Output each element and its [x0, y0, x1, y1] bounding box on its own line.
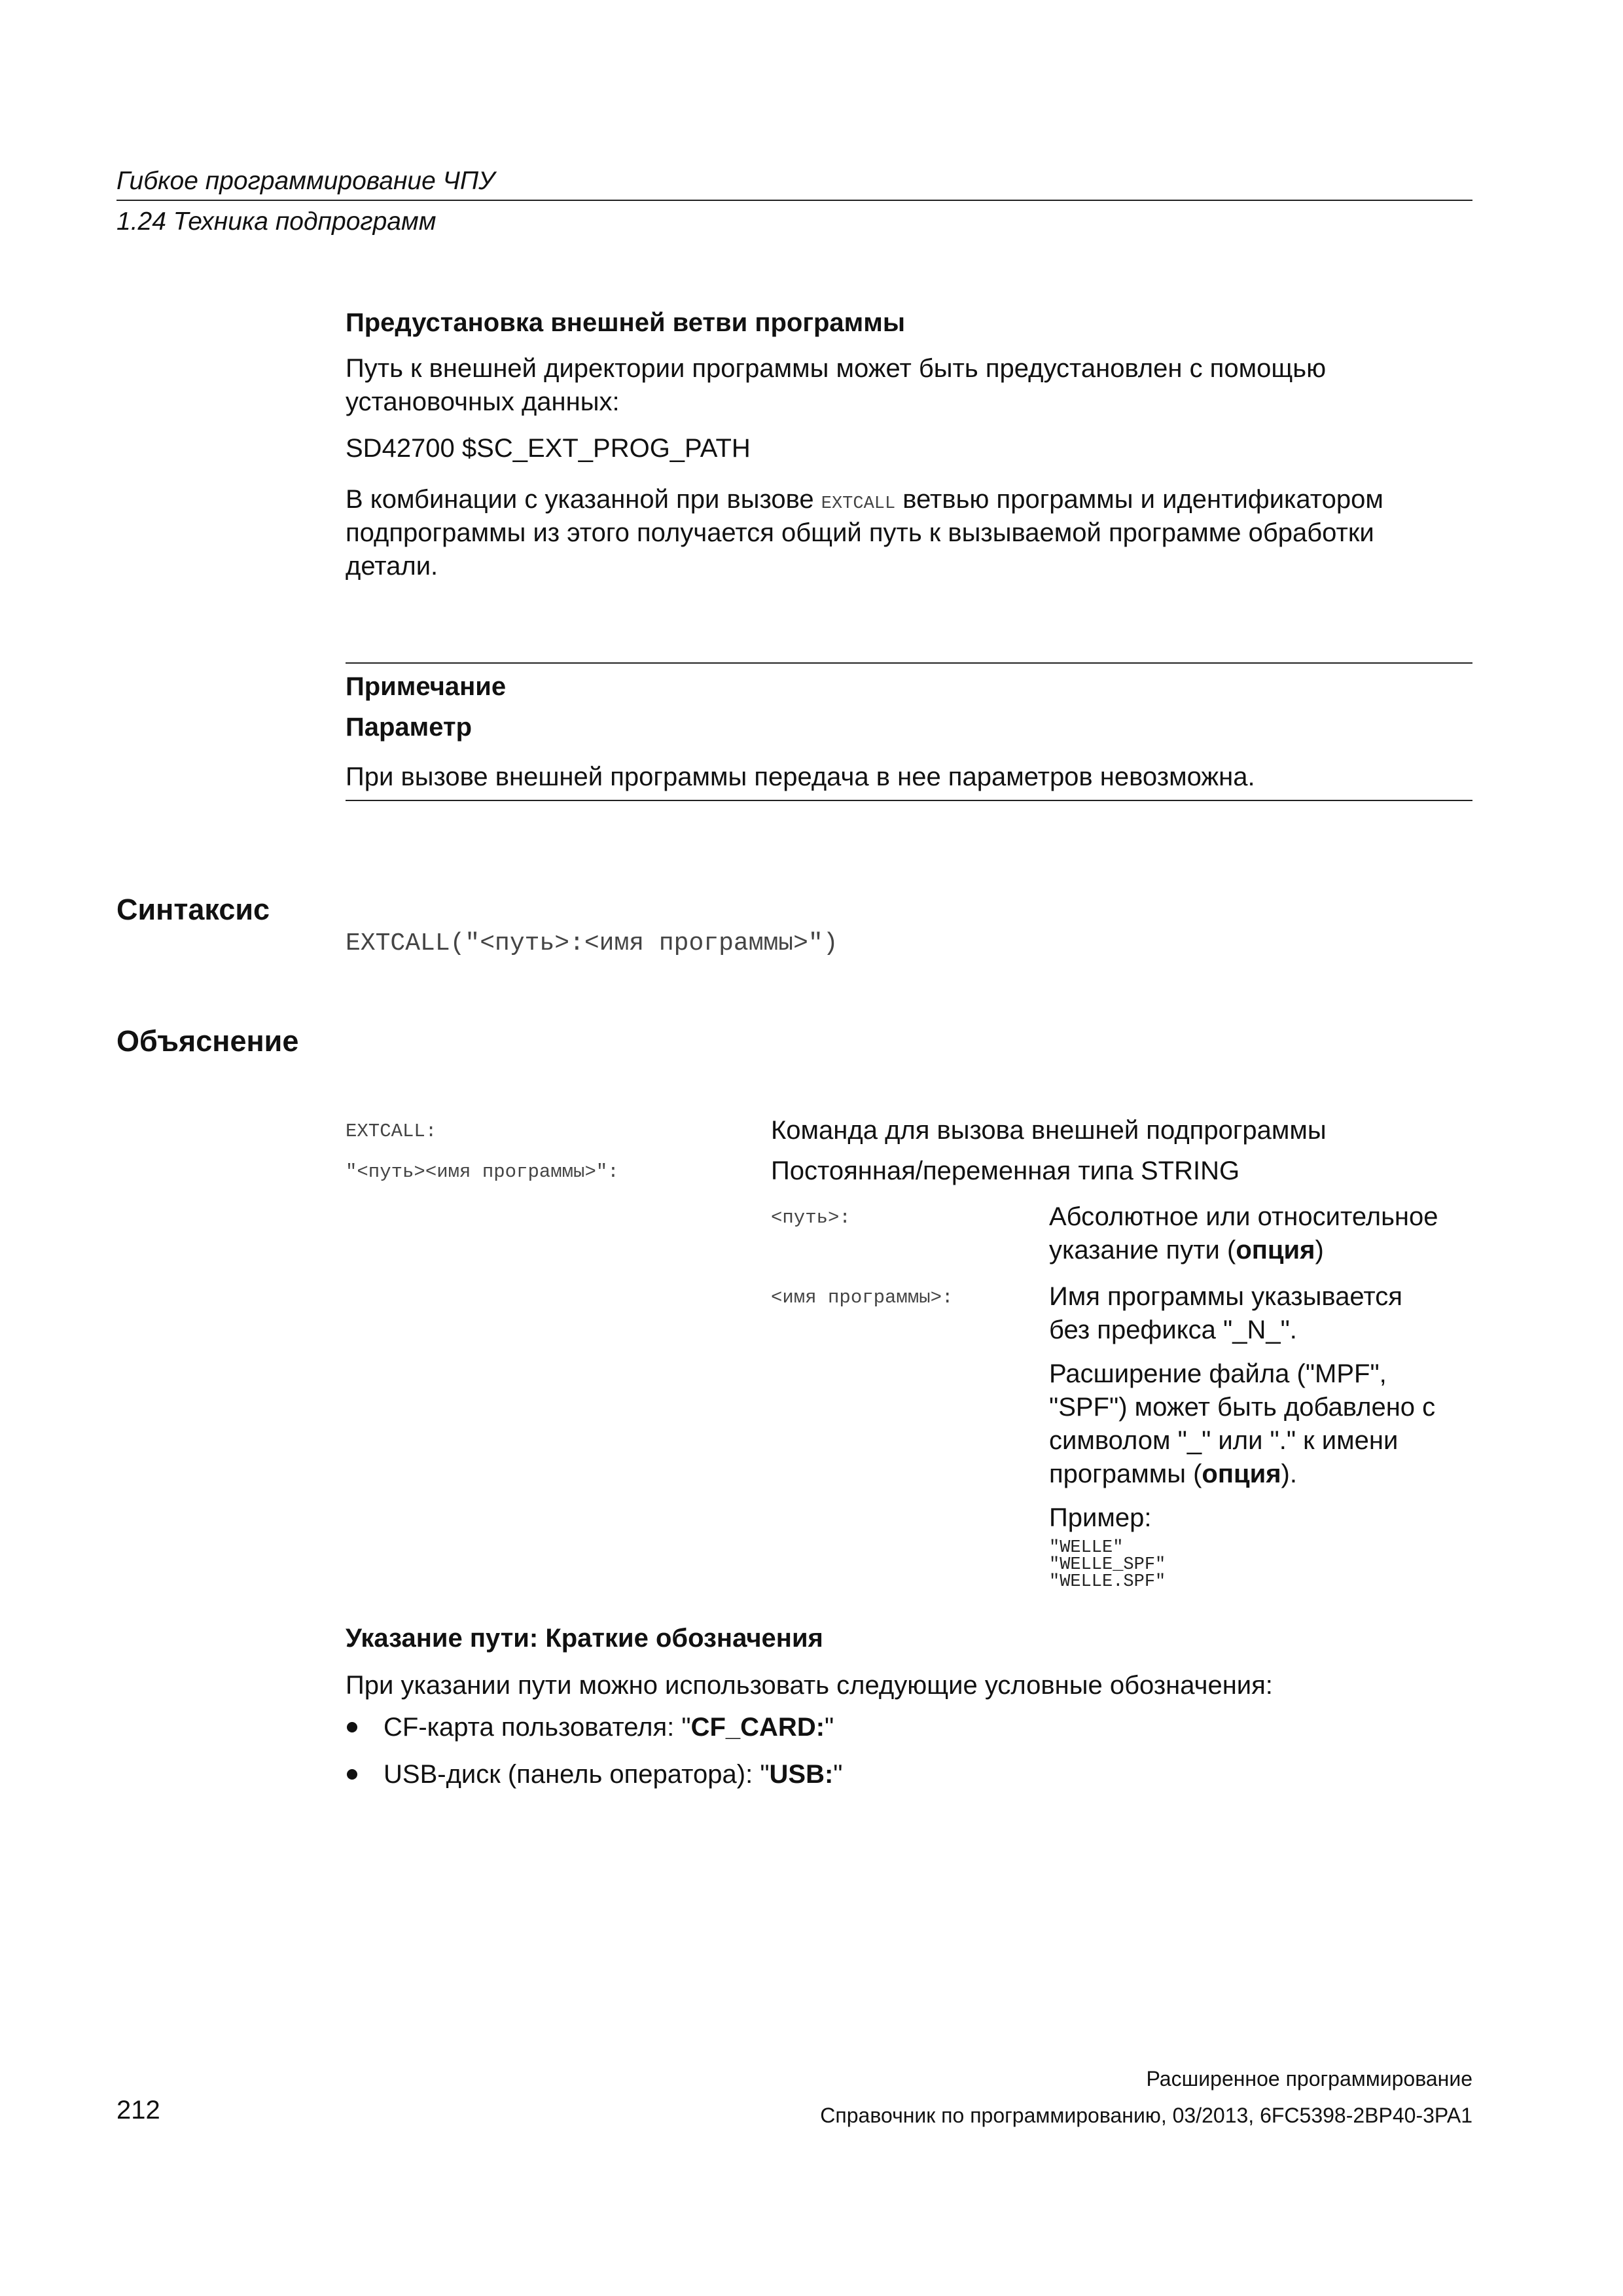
preset-paragraph-2-line-1: В комбинации с указанной при вызове EXTCALL ветвью программы и идентификатором: [346, 485, 1383, 514]
explanation-heading: Объяснение: [116, 1024, 299, 1058]
setting-data-name: SD42700 $SC_EXT_PROG_PATH: [346, 434, 751, 463]
preset-paragraph-line-1: Путь к внешней директории программы может быть предустановлен с помощью: [346, 354, 1327, 383]
preset-paragraph-line-2: установочных данных:: [346, 387, 620, 416]
syntax-heading: Синтаксис: [116, 893, 270, 926]
desc-extension-line-1: Расширение файла ("MPF",: [1049, 1359, 1387, 1388]
desc-name-line-1: Имя программы указывается: [1049, 1282, 1402, 1311]
note-top-rule: [346, 662, 1472, 664]
bullet-cf-card: CF-карта пользователя: "CF_CARD:": [383, 1713, 834, 1742]
bullet-dot-icon: [347, 1722, 357, 1732]
running-header-chapter: Гибкое программирование ЧПУ: [116, 167, 495, 195]
term-path-program: "<путь><имя программы>":: [346, 1161, 619, 1183]
term-program-name: <имя программы>:: [771, 1287, 954, 1308]
bullet-usb: USB-диск (панель оператора): "USB:": [383, 1760, 843, 1789]
example-code-1: "WELLE": [1049, 1538, 1124, 1558]
desc-path-line-1: Абсолютное или относительное: [1049, 1202, 1438, 1231]
desc-extcall: Команда для вызова внешней подпрограммы: [771, 1116, 1327, 1145]
footer-book-title: Расширенное программирование: [1146, 2067, 1472, 2090]
term-path: <путь>:: [771, 1207, 851, 1229]
page-number: 212: [116, 2096, 160, 2125]
desc-name-line-2: без префикса "_N_".: [1049, 1316, 1297, 1344]
running-header-section: 1.24 Техника подпрограмм: [116, 207, 437, 236]
note-subtitle: Параметр: [346, 713, 473, 742]
preset-paragraph-2-line-2: подпрограммы из этого получается общий путь к вызываемой программе обработки: [346, 518, 1374, 547]
desc-extension-line-3: символом "_" или "." к имени: [1049, 1426, 1399, 1455]
syntax-code: EXTCALL("<путь>:<имя программы>"): [346, 929, 838, 958]
desc-path-program: Постоянная/переменная типа STRING: [771, 1157, 1240, 1185]
note-text: При вызове внешней программы передача в нее параметров невозможна.: [346, 762, 1255, 791]
desc-extension-line-2: "SPF") может быть добавлено с: [1049, 1393, 1436, 1422]
example-label: Пример:: [1049, 1503, 1152, 1532]
term-extcall: EXTCALL:: [346, 1121, 437, 1142]
note-title: Примечание: [346, 672, 507, 701]
preset-paragraph-2-line-3: детали.: [346, 552, 438, 581]
path-spec-title: Указание пути: Краткие обозначения: [346, 1624, 823, 1653]
example-code-3: "WELLE.SPF": [1049, 1572, 1166, 1592]
header-rule: [116, 200, 1472, 201]
preset-title: Предустановка внешней ветви программы: [346, 308, 906, 337]
footer-reference: Справочник по программированию, 03/2013, 6FC5398-2BP40-3PA1: [820, 2104, 1472, 2127]
extcall-inline-code: EXTCALL: [821, 494, 896, 514]
example-code-2: "WELLE_SPF": [1049, 1555, 1166, 1575]
note-bottom-rule: [346, 800, 1472, 801]
path-spec-intro: При указании пути можно использовать следующие условные обозначения:: [346, 1671, 1273, 1700]
bullet-dot-icon: [347, 1769, 357, 1780]
desc-path-line-2: указание пути (опция): [1049, 1236, 1324, 1265]
desc-extension-line-4: программы (опция).: [1049, 1460, 1297, 1488]
